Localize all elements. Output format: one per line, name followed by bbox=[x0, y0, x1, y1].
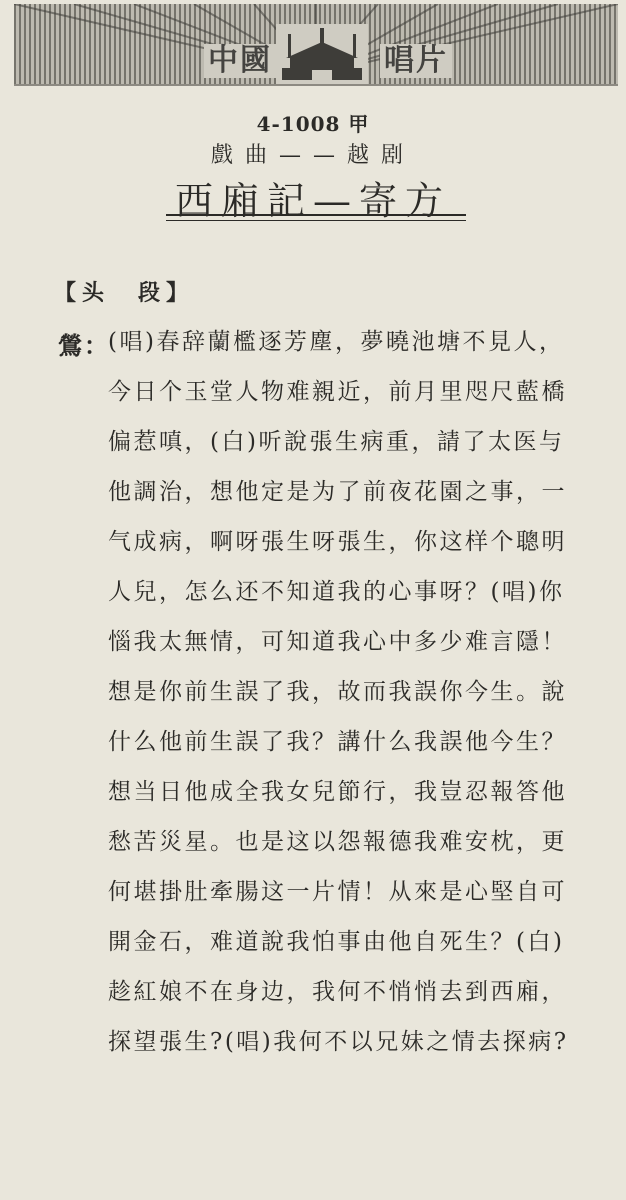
header-left-label: 中國 bbox=[204, 44, 276, 78]
lyric-line: 人兒，怎么还不知道我的心事呀？(唱)你 bbox=[108, 579, 565, 605]
record-title: 西廂記—寄方 bbox=[174, 179, 451, 223]
lyric-line: (唱)春辞蘭檻逐芳塵，夢曉池塘不見人， bbox=[108, 329, 565, 355]
lyric-line: 惱我太無情，可知道我心中多少难言隱！ bbox=[108, 629, 567, 655]
genre-label: 戲曲——越剧 bbox=[210, 143, 415, 168]
lyric-line: 愁苦災星。也是这以怨報德我难安枕，更 bbox=[108, 829, 567, 855]
lyric-line: 想是你前生誤了我，故而我誤你今生。說 bbox=[108, 679, 567, 705]
title-underline bbox=[166, 214, 466, 216]
header-banner bbox=[14, 4, 618, 86]
lyric-line: 探望張生?(唱)我何不以兄妹之情去探病? bbox=[108, 1029, 569, 1055]
lyric-line: 偏惹嗔，(白)听說張生病重，請了太医与 bbox=[108, 429, 565, 455]
tiananmen-emblem-icon bbox=[276, 24, 368, 84]
speaker-label: 鶯： bbox=[58, 331, 110, 360]
lyric-line: 什么他前生誤了我？講什么我誤他今生？ bbox=[108, 729, 567, 755]
lyric-line: 想当日他成全我女兒節行，我豈忍報答他 bbox=[108, 779, 567, 805]
lyric-line: 開金石，难道說我怕事由他自死生？(白) bbox=[108, 929, 565, 955]
lyric-line: 趁紅娘不在身边，我何不悄悄去到西廂， bbox=[108, 979, 567, 1005]
title-underline-thin bbox=[166, 220, 466, 221]
section-heading: 【头 段】 bbox=[54, 280, 195, 306]
lyric-line: 何堪掛肚牽腸这一片情！从來是心堅自可 bbox=[108, 879, 567, 905]
lyric-line: 气成病，啊呀張生呀張生，你这样个聰明 bbox=[108, 529, 567, 555]
header-right-label: 唱片 bbox=[380, 44, 452, 78]
lyrics-text bbox=[108, 326, 578, 1076]
lyric-line: 今日个玉堂人物难親近，前月里咫尺藍橋 bbox=[108, 379, 567, 405]
lyric-line: 他調治，想他定是为了前夜花園之事，一 bbox=[108, 479, 567, 505]
catalog-number: 4-1008 甲 bbox=[256, 112, 370, 136]
